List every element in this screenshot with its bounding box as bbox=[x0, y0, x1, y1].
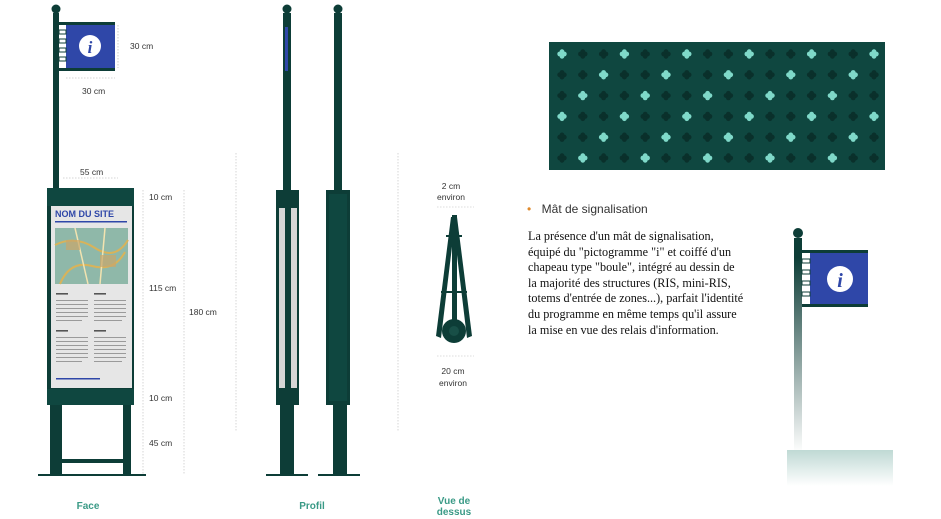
panel-leg-right bbox=[123, 405, 131, 475]
dim-top-band: 10 cm bbox=[149, 192, 173, 202]
decorative-pattern-strip bbox=[549, 42, 885, 170]
top-view-drawing bbox=[436, 207, 474, 356]
description-title: Mât de signalisation bbox=[541, 202, 648, 216]
caption-face: Face bbox=[76, 501, 100, 512]
dim-top-view-bottom-sub: environ bbox=[439, 378, 467, 388]
sign-arm-bottom bbox=[59, 68, 115, 71]
dim-top-view-top-sub: environ bbox=[437, 192, 465, 202]
description-line: du programme en même temps qu'il assure bbox=[528, 306, 737, 321]
dim-sign-width: 30 cm bbox=[82, 86, 106, 96]
dim-top-view-bottom: 20 cm bbox=[441, 366, 465, 376]
mast-ball bbox=[52, 5, 61, 14]
dim-total-height: 180 cm bbox=[189, 307, 217, 317]
small-mast-illustration bbox=[787, 228, 893, 486]
svg-text:i: i bbox=[837, 270, 843, 292]
dim-top-view-top: 2 cm bbox=[441, 181, 461, 191]
dim-panel-width: 55 cm bbox=[80, 167, 104, 177]
profile-view-left bbox=[266, 5, 308, 477]
ground-line bbox=[38, 474, 146, 476]
panel-top-band bbox=[47, 188, 134, 206]
face-mast bbox=[52, 5, 119, 189]
description-line: La présence d'un mât de signalisation, bbox=[528, 229, 714, 243]
dim-sign-height: 30 cm bbox=[130, 41, 154, 51]
profile-view-right bbox=[318, 5, 398, 477]
caption-top-view: Vue de dessus bbox=[436, 496, 472, 518]
svg-text:i: i bbox=[87, 38, 93, 57]
dim-foot-height: 45 cm bbox=[149, 438, 173, 448]
description-line: chapeau type "boule", intégré au dessin de bbox=[528, 260, 735, 275]
bullet-icon: • bbox=[527, 202, 532, 216]
site-map bbox=[55, 228, 128, 284]
dim-panel-height: 115 cm bbox=[149, 283, 177, 293]
panel-title: NOM DU SITE bbox=[55, 209, 115, 219]
description-body bbox=[528, 229, 778, 338]
caption-profile: Profil bbox=[299, 501, 325, 512]
panel-bottom-band bbox=[47, 389, 134, 405]
mast-pole bbox=[53, 13, 59, 188]
description-line: la majorité des structures (RIS, mini-RIS, bbox=[528, 275, 731, 290]
description-heading bbox=[527, 200, 648, 218]
description-line: totems d'entrée de zones...), parfait l'identité bbox=[528, 291, 744, 306]
dim-bottom-band: 10 cm bbox=[149, 393, 173, 403]
description-line: la mise en vue des relais d'information. bbox=[528, 322, 719, 337]
sign-arm-top bbox=[59, 22, 115, 25]
description-line: équipé du "pictogramme "i" et coiffé d'un bbox=[528, 244, 732, 259]
panel-leg-left bbox=[50, 405, 62, 475]
